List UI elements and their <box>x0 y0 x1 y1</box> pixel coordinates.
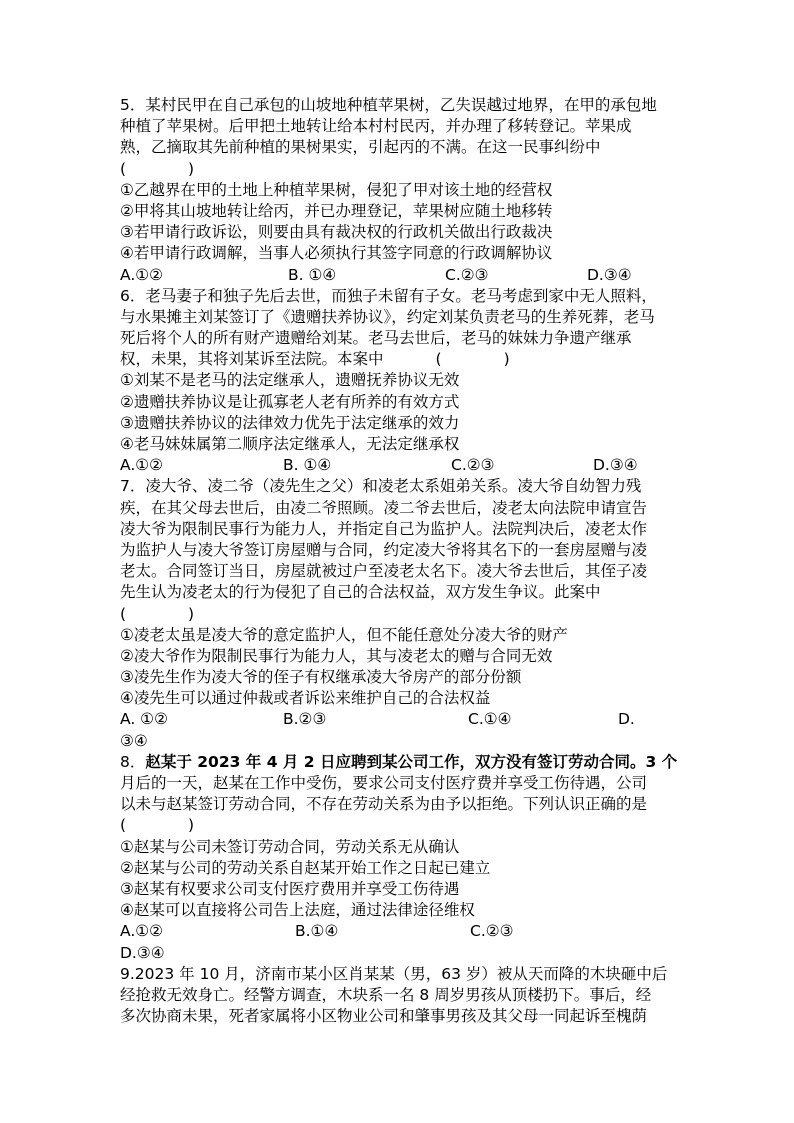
question-8 <box>120 752 680 964</box>
option-c: C.①④ <box>468 710 512 729</box>
statement: ③遗赠扶养协议的法律效力优先于法定继承的效力 <box>120 413 460 432</box>
question-text-line: 为监护人与凌大爷签订房屋赠与合同，约定凌大爷将其名下的一套房屋赠与凌 <box>120 540 648 559</box>
question-text-tail: 权，未果，其将刘某诉至法院。本案中 <box>120 350 384 369</box>
question-6 <box>120 286 680 477</box>
question-text-line: 先生认为凌老太的行为侵犯了自己的合法权益，双方发生争议。此案中 <box>120 583 601 602</box>
question-9 <box>120 964 680 1028</box>
question-text-line: 5．某村民甲在自己承包的山坡地种植苹果树，乙失误越过地界，在甲的承包地 <box>120 96 657 114</box>
question-text-line: 疾，在其父母去世后，由凌二爷照顾。凌二爷去世后，凌老太向法院申请宣告 <box>120 498 648 517</box>
answer-bracket: ( ) <box>120 159 195 178</box>
statement: ④若甲请行政调解，当事人必须执行其签字同意的行政调解协议 <box>120 244 553 263</box>
option-d: D.③④ <box>587 265 632 284</box>
option-c: C.②③ <box>445 265 489 284</box>
statement: ②凌大爷作为限制民事行为能力人，其与凌老太的赠与合同无效 <box>120 646 553 665</box>
question-text-line: 多次协商未果，死者家属将小区物业公司和肇事男孩及其父母一同起诉至槐荫 <box>120 1007 648 1026</box>
option-b: B.①④ <box>295 922 339 941</box>
option-d: D.③④ <box>120 943 165 962</box>
question-5 <box>120 95 680 286</box>
question-text-line: 老太。合同签订当日，房屋就被过户至凌老太名下。凌大爷去世后，其侄子凌 <box>120 562 648 581</box>
question-text-head: 赵某于 2023 年 4 月 2 日应聘到某公司工作，双方没有签订劳动合同。3 个 <box>145 752 678 771</box>
question-text-line: 以未与赵某签订劳动合同，不存在劳动关系为由予以拒绝。下列认识正确的是 <box>120 795 648 814</box>
answer-options <box>120 455 680 476</box>
option-a: A. ①② <box>120 710 168 729</box>
answer-bracket: ( ) <box>120 604 195 623</box>
question-text-line: 凌大爷为限制民事行为能力人，并指定自己为监护人。法院判决后，凌老太作 <box>120 519 648 538</box>
statement: ③凌先生作为凌大爷的侄子有权继承凌大爷房产的部分份额 <box>120 668 522 687</box>
option-d: D.③④ <box>593 456 638 475</box>
option-b: B. ①④ <box>288 265 337 284</box>
answer-bracket: ( ) <box>120 816 195 835</box>
statement: ①乙越界在甲的土地上种植苹果树，侵犯了甲对该土地的经营权 <box>120 180 553 199</box>
question-text-line <box>120 752 680 773</box>
question-text-line: 9.2023 年 10 月，济南市某小区肖某某（男，63 岁）被从天而降的木块砸中后 <box>120 964 668 983</box>
option-d: D. <box>618 710 635 729</box>
answer-options <box>120 921 680 942</box>
option-c: C.②③ <box>470 922 514 941</box>
question-text-line: 熟，乙摘取其先前种植的果树果实，引起丙的不满。在这一民事纠纷中 <box>120 138 601 157</box>
statement: ①凌老太虽是凌大爷的意定监护人，但不能任意处分凌大爷的财产 <box>120 625 568 644</box>
question-text-line <box>120 349 680 370</box>
answer-options <box>120 265 680 286</box>
option-a: A.①② <box>120 265 164 284</box>
statement: ④赵某可以直接将公司告上法庭，通过法律途径维权 <box>120 901 475 920</box>
question-text-line: 种植了苹果树。后甲把土地转让给本村村民丙，并办理了移转登记。苹果成 <box>120 117 632 136</box>
option-d-continued: ③④ <box>120 731 148 750</box>
option-c: C.②③ <box>451 456 495 475</box>
option-b: B.②③ <box>283 710 327 729</box>
question-text-line: 经抢救无效身亡。经警方调查，木块系一名 8 周岁男孩从顶楼扔下。事后，经 <box>120 985 652 1004</box>
question-text-line: 月后的一天，赵某在工作中受伤，要求公司支付医疗费并享受工伤待遇，公司 <box>120 774 648 792</box>
statement: ①赵某与公司未签订劳动合同，劳动关系无从确认 <box>120 837 460 856</box>
statement: ②赵某与公司的劳动关系自赵某开始工作之日起已建立 <box>120 858 491 877</box>
question-text-line: 与水果摊主刘某签订了《遗赠扶养协议》，约定刘某负责老马的生养死葬，老马 <box>120 307 655 326</box>
answer-bracket: ( ) <box>435 350 510 369</box>
option-a: A.①② <box>120 456 164 475</box>
option-a: A.①② <box>120 922 164 941</box>
question-text-line: 死后将个人的所有财产遗赠给刘某。老马去世后，老马的妹妹力争遗产继承 <box>120 329 632 348</box>
statement: ①刘某不是老马的法定继承人，遗赠抚养协议无效 <box>120 371 460 390</box>
question-text-line: 7．凌大爷、凌二爷（凌先生之父）和凌老太系姐弟关系。凌大爷自幼智力残 <box>120 477 642 496</box>
statement: ②遗赠扶养协议是让孤寡老人老有所养的有效方式 <box>120 392 460 411</box>
statement: ④老马妹妹属第二顺序法定继承人，无法定继承权 <box>120 435 460 453</box>
option-b: B. ①④ <box>283 456 332 475</box>
statement: ③赵某有权要求公司支付医疗费用并享受工伤待遇 <box>120 879 460 898</box>
document-page <box>120 95 680 1027</box>
question-text-line: 6．老马妻子和独子先后去世，而独子未留有子女。老马考虑到家中无人照料， <box>120 286 657 305</box>
statement: ②甲将其山坡地转让给丙，并已办理登记，苹果树应随土地移转 <box>120 201 553 220</box>
statement: ③若甲请行政诉讼，则要由具有裁决权的行政机关做出行政裁决 <box>120 223 553 242</box>
question-number: 8． <box>120 752 146 771</box>
statement: ④凌先生可以通过仲裁或者诉讼来维护自己的合法权益 <box>120 689 491 708</box>
answer-options <box>120 709 680 730</box>
question-7 <box>120 476 680 751</box>
